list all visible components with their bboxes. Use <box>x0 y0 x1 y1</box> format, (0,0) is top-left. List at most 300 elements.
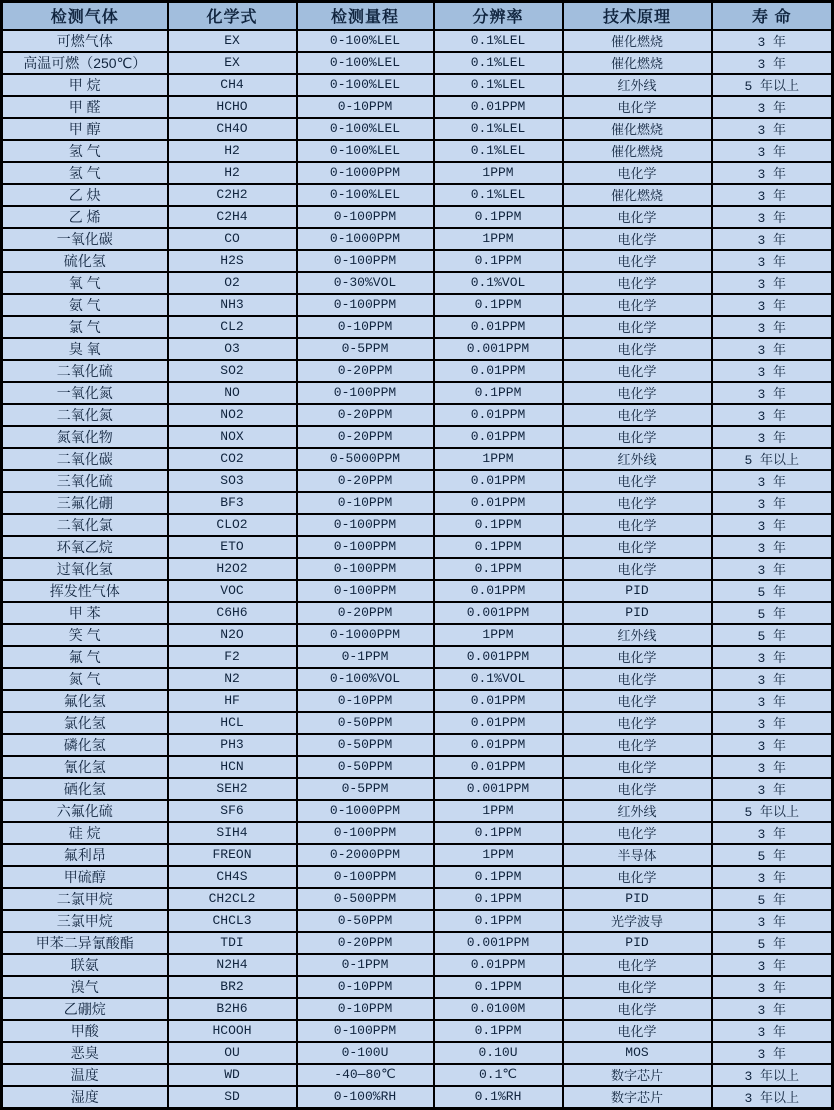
table-cell: 3 年 <box>712 492 833 514</box>
table-cell: 0-1000PPM <box>297 800 434 822</box>
table-cell: 3 年 <box>712 668 833 690</box>
table-row <box>2 140 833 162</box>
table-cell: PH3 <box>168 734 297 756</box>
table-cell: 红外线 <box>563 624 712 646</box>
table-cell: 1PPM <box>434 844 563 866</box>
table-cell: 红外线 <box>563 448 712 470</box>
table-row <box>2 404 833 426</box>
table-cell: 3 年 <box>712 404 833 426</box>
table-cell: 0-20PPM <box>297 470 434 492</box>
table-cell: 1PPM <box>434 800 563 822</box>
table-cell: HF <box>168 690 297 712</box>
table-cell: 二氧化碳 <box>2 448 168 470</box>
table-cell: 高温可燃（250℃） <box>2 52 168 74</box>
table-cell: 乙 炔 <box>2 184 168 206</box>
table-cell: 0.1PPM <box>434 1020 563 1042</box>
table-cell: 红外线 <box>563 800 712 822</box>
table-cell: 3 年 <box>712 360 833 382</box>
table-cell: 3 年 <box>712 536 833 558</box>
table-cell: 0-100%LEL <box>297 52 434 74</box>
table-cell: EX <box>168 30 297 52</box>
table-cell: 0-100PPM <box>297 206 434 228</box>
table-row <box>2 228 833 250</box>
table-cell: 0-20PPM <box>297 404 434 426</box>
table-cell: 三氟化硼 <box>2 492 168 514</box>
table-cell: 0-20PPM <box>297 602 434 624</box>
table-cell: 电化学 <box>563 492 712 514</box>
table-cell: 0-100%VOL <box>297 668 434 690</box>
table-cell: CLO2 <box>168 514 297 536</box>
table-row <box>2 492 833 514</box>
table-cell: PID <box>563 932 712 954</box>
table-cell: 氟 气 <box>2 646 168 668</box>
table-cell: 电化学 <box>563 558 712 580</box>
table-cell: NO <box>168 382 297 404</box>
table-cell: 0-500PPM <box>297 888 434 910</box>
table-cell: 硫化氢 <box>2 250 168 272</box>
table-cell: 溴气 <box>2 976 168 998</box>
table-cell: 0-10PPM <box>297 96 434 118</box>
table-cell: 3 年 <box>712 250 833 272</box>
table-cell: 0-50PPM <box>297 910 434 932</box>
table-cell: 3 年 <box>712 954 833 976</box>
table-cell: 氯 气 <box>2 316 168 338</box>
table-cell: 0.1PPM <box>434 382 563 404</box>
table-row <box>2 514 833 536</box>
table-cell: HCN <box>168 756 297 778</box>
table-cell: 温度 <box>2 1064 168 1086</box>
table-cell: 1PPM <box>434 448 563 470</box>
table-cell: 臭 氧 <box>2 338 168 360</box>
table-cell: 0.001PPM <box>434 602 563 624</box>
table-cell: 0-100%RH <box>297 1086 434 1109</box>
table-cell: 0.1PPM <box>434 866 563 888</box>
table-cell: 电化学 <box>563 338 712 360</box>
table-row <box>2 426 833 448</box>
table-cell: 0.1PPM <box>434 536 563 558</box>
table-cell: 0.01PPM <box>434 492 563 514</box>
table-cell: 0-50PPM <box>297 756 434 778</box>
table-cell: 0-1PPM <box>297 646 434 668</box>
table-cell: 催化燃烧 <box>563 30 712 52</box>
table-cell: CHCL3 <box>168 910 297 932</box>
table-cell: CO <box>168 228 297 250</box>
table-cell: SF6 <box>168 800 297 822</box>
table-cell: 数字芯片 <box>563 1064 712 1086</box>
table-cell: 光学波导 <box>563 910 712 932</box>
table-cell: 5 年 <box>712 624 833 646</box>
table-cell: 二氧化氮 <box>2 404 168 426</box>
table-row <box>2 580 833 602</box>
table-cell: 5 年 <box>712 932 833 954</box>
table-cell: 1PPM <box>434 162 563 184</box>
table-row <box>2 184 833 206</box>
table-row <box>2 976 833 998</box>
table-cell: F2 <box>168 646 297 668</box>
table-cell: 恶臭 <box>2 1042 168 1064</box>
table-body <box>2 30 833 1109</box>
table-cell: 电化学 <box>563 756 712 778</box>
table-cell: 0-100PPM <box>297 382 434 404</box>
table-cell: 3 年 <box>712 162 833 184</box>
table-cell: 乙 烯 <box>2 206 168 228</box>
table-cell: 0-100U <box>297 1042 434 1064</box>
table-cell: 六氟化硫 <box>2 800 168 822</box>
table-cell: -40—80℃ <box>297 1064 434 1086</box>
table-row <box>2 866 833 888</box>
table-cell: 5 年 <box>712 580 833 602</box>
table-cell: HCOOH <box>168 1020 297 1042</box>
table-cell: 0-2000PPM <box>297 844 434 866</box>
table-cell: 0-100PPM <box>297 558 434 580</box>
table-cell: 0-100PPM <box>297 536 434 558</box>
table-cell: NO2 <box>168 404 297 426</box>
table-cell: C2H2 <box>168 184 297 206</box>
table-cell: 电化学 <box>563 976 712 998</box>
table-cell: 5 年 <box>712 844 833 866</box>
table-cell: 0.001PPM <box>434 338 563 360</box>
table-cell: 一氧化碳 <box>2 228 168 250</box>
table-cell: 环氧乙烷 <box>2 536 168 558</box>
table-cell: 0-10PPM <box>297 998 434 1020</box>
table-header-row <box>2 2 833 30</box>
table-cell: 0.01PPM <box>434 954 563 976</box>
table-row <box>2 272 833 294</box>
table-cell: 0.1PPM <box>434 888 563 910</box>
table-cell: 0.1%VOL <box>434 272 563 294</box>
table-cell: NOX <box>168 426 297 448</box>
table-cell: 0-100%LEL <box>297 140 434 162</box>
table-row <box>2 96 833 118</box>
table-cell: 电化学 <box>563 668 712 690</box>
table-cell: 二氧化硫 <box>2 360 168 382</box>
table-row <box>2 734 833 756</box>
table-cell: O3 <box>168 338 297 360</box>
table-cell: 3 年 <box>712 756 833 778</box>
table-cell: 甲 醇 <box>2 118 168 140</box>
table-cell: 0-1PPM <box>297 954 434 976</box>
table-row <box>2 162 833 184</box>
table-cell: SIH4 <box>168 822 297 844</box>
table-row <box>2 998 833 1020</box>
table-cell: B2H6 <box>168 998 297 1020</box>
table-cell: 0.1%LEL <box>434 184 563 206</box>
table-cell: N2H4 <box>168 954 297 976</box>
column-header: 技术原理 <box>563 2 712 30</box>
table-cell: 电化学 <box>563 690 712 712</box>
table-cell: PID <box>563 602 712 624</box>
table-cell: 红外线 <box>563 74 712 96</box>
table-cell: 0-5PPM <box>297 338 434 360</box>
table-row <box>2 470 833 492</box>
table-cell: 3 年 <box>712 426 833 448</box>
table-row <box>2 778 833 800</box>
table-cell: 0.1PPM <box>434 294 563 316</box>
table-cell: 电化学 <box>563 228 712 250</box>
table-cell: 0.1PPM <box>434 910 563 932</box>
table-cell: C2H4 <box>168 206 297 228</box>
table-cell: 3 年 <box>712 822 833 844</box>
table-cell: 3 年 <box>712 646 833 668</box>
table-cell: 0.1PPM <box>434 558 563 580</box>
table-row <box>2 646 833 668</box>
table-cell: 3 年 <box>712 338 833 360</box>
table-cell: 氢 气 <box>2 162 168 184</box>
table-cell: 电化学 <box>563 712 712 734</box>
table-cell: 硒化氢 <box>2 778 168 800</box>
table-cell: WD <box>168 1064 297 1086</box>
table-cell: 0-20PPM <box>297 360 434 382</box>
table-cell: SO3 <box>168 470 297 492</box>
table-row <box>2 800 833 822</box>
table-cell: CL2 <box>168 316 297 338</box>
table-cell: 3 年 <box>712 30 833 52</box>
table-row <box>2 74 833 96</box>
table-cell: 催化燃烧 <box>563 184 712 206</box>
table-cell: NH3 <box>168 294 297 316</box>
table-row <box>2 932 833 954</box>
table-cell: 电化学 <box>563 382 712 404</box>
table-row <box>2 338 833 360</box>
table-cell: CH2CL2 <box>168 888 297 910</box>
table-cell: 0.01PPM <box>434 734 563 756</box>
table-cell: 5 年以上 <box>712 74 833 96</box>
table-cell: 甲苯二异氰酸酯 <box>2 932 168 954</box>
table-row <box>2 30 833 52</box>
table-cell: 3 年 <box>712 998 833 1020</box>
table-cell: 0.1PPM <box>434 206 563 228</box>
table-cell: 氢 气 <box>2 140 168 162</box>
column-header: 检测气体 <box>2 2 168 30</box>
table-cell: N2 <box>168 668 297 690</box>
table-cell: 电化学 <box>563 778 712 800</box>
table-row <box>2 954 833 976</box>
table-cell: 3 年 <box>712 778 833 800</box>
table-cell: 电化学 <box>563 404 712 426</box>
table-cell: 氯化氢 <box>2 712 168 734</box>
table-cell: 0-100PPM <box>297 514 434 536</box>
table-cell: PID <box>563 580 712 602</box>
table-cell: 0-1000PPM <box>297 624 434 646</box>
table-cell: 氨 气 <box>2 294 168 316</box>
table-cell: 0-100PPM <box>297 822 434 844</box>
table-cell: O2 <box>168 272 297 294</box>
table-cell: 3 年 <box>712 316 833 338</box>
table-cell: 3 年 <box>712 690 833 712</box>
table-row <box>2 316 833 338</box>
table-cell: 电化学 <box>563 866 712 888</box>
table-cell: 电化学 <box>563 426 712 448</box>
table-cell: 3 年 <box>712 294 833 316</box>
table-cell: HCL <box>168 712 297 734</box>
table-row <box>2 118 833 140</box>
table-cell: 二氯甲烷 <box>2 888 168 910</box>
table-row <box>2 624 833 646</box>
table-cell: 电化学 <box>563 206 712 228</box>
table-cell: 0-100PPM <box>297 294 434 316</box>
table-cell: 3 年 <box>712 118 833 140</box>
table-cell: 电化学 <box>563 998 712 1020</box>
table-cell: 甲 醛 <box>2 96 168 118</box>
table-cell: 0.1%VOL <box>434 668 563 690</box>
table-cell: 0-100%LEL <box>297 118 434 140</box>
table-cell: 0-100%LEL <box>297 74 434 96</box>
table-cell: 0.01PPM <box>434 690 563 712</box>
table-row <box>2 668 833 690</box>
table-cell: 氟化氢 <box>2 690 168 712</box>
table-cell: C6H6 <box>168 602 297 624</box>
table-cell: 0.01PPM <box>434 712 563 734</box>
column-header: 检测量程 <box>297 2 434 30</box>
table-cell: 3 年 <box>712 206 833 228</box>
table-cell: 0.01PPM <box>434 756 563 778</box>
table-cell: 联氨 <box>2 954 168 976</box>
table-cell: 0.1%LEL <box>434 118 563 140</box>
table-cell: 电化学 <box>563 646 712 668</box>
table-cell: 0.10U <box>434 1042 563 1064</box>
table-cell: 二氧化氯 <box>2 514 168 536</box>
table-row <box>2 756 833 778</box>
table-cell: OU <box>168 1042 297 1064</box>
table-cell: 3 年 <box>712 228 833 250</box>
table-row <box>2 360 833 382</box>
table-cell: 0-10PPM <box>297 690 434 712</box>
table-cell: 3 年 <box>712 382 833 404</box>
table-row <box>2 294 833 316</box>
table-cell: 3 年 <box>712 976 833 998</box>
table-cell: 甲 烷 <box>2 74 168 96</box>
table-cell: H2 <box>168 140 297 162</box>
table-cell: 0.1%RH <box>434 1086 563 1109</box>
table-cell: 甲 苯 <box>2 602 168 624</box>
table-row <box>2 52 833 74</box>
table-cell: 0-50PPM <box>297 734 434 756</box>
table-row <box>2 448 833 470</box>
table-cell: 三氧化硫 <box>2 470 168 492</box>
table-cell: 催化燃烧 <box>563 52 712 74</box>
table-row <box>2 1042 833 1064</box>
table-cell: SEH2 <box>168 778 297 800</box>
table-header <box>2 2 833 30</box>
table-cell: 3 年 <box>712 866 833 888</box>
table-row <box>2 822 833 844</box>
table-cell: 3 年 <box>712 734 833 756</box>
table-cell: 0-1000PPM <box>297 162 434 184</box>
table-cell: 氟利昂 <box>2 844 168 866</box>
table-cell: 乙硼烷 <box>2 998 168 1020</box>
table-row <box>2 558 833 580</box>
table-cell: 0-30%VOL <box>297 272 434 294</box>
table-row <box>2 910 833 932</box>
table-cell: 氧 气 <box>2 272 168 294</box>
table-cell: 3 年 <box>712 514 833 536</box>
table-cell: 数字芯片 <box>563 1086 712 1109</box>
table-cell: 0.1%LEL <box>434 52 563 74</box>
table-cell: 3 年 <box>712 52 833 74</box>
table-cell: 0-10PPM <box>297 316 434 338</box>
table-cell: H2O2 <box>168 558 297 580</box>
column-header: 化学式 <box>168 2 297 30</box>
table-cell: 0.001PPM <box>434 646 563 668</box>
table-cell: 0-100PPM <box>297 866 434 888</box>
column-header: 寿 命 <box>712 2 833 30</box>
table-cell: 电化学 <box>563 272 712 294</box>
table-row <box>2 1064 833 1086</box>
table-cell: 3 年 <box>712 272 833 294</box>
table-cell: 0-100%LEL <box>297 30 434 52</box>
table-row <box>2 690 833 712</box>
table-cell: 电化学 <box>563 96 712 118</box>
table-cell: CH4O <box>168 118 297 140</box>
table-cell: 电化学 <box>563 360 712 382</box>
table-cell: 0.1PPM <box>434 976 563 998</box>
table-row <box>2 888 833 910</box>
table-cell: 3 年 <box>712 712 833 734</box>
table-cell: 0.01PPM <box>434 426 563 448</box>
table-cell: PID <box>563 888 712 910</box>
table-cell: H2 <box>168 162 297 184</box>
table-cell: SO2 <box>168 360 297 382</box>
table-cell: 0-20PPM <box>297 932 434 954</box>
table-cell: 3 年 <box>712 1020 833 1042</box>
table-cell: 0-5000PPM <box>297 448 434 470</box>
table-cell: 0.01PPM <box>434 96 563 118</box>
table-cell: 电化学 <box>563 294 712 316</box>
table-cell: 半导体 <box>563 844 712 866</box>
table-cell: 0-1000PPM <box>297 228 434 250</box>
table-cell: 0.001PPM <box>434 932 563 954</box>
table-cell: ETO <box>168 536 297 558</box>
table-cell: 5 年 <box>712 602 833 624</box>
table-row <box>2 1020 833 1042</box>
table-cell: CH4S <box>168 866 297 888</box>
table-cell: N2O <box>168 624 297 646</box>
table-cell: 湿度 <box>2 1086 168 1109</box>
table-cell: 0-5PPM <box>297 778 434 800</box>
table-cell: 0-100PPM <box>297 1020 434 1042</box>
table-cell: 磷化氢 <box>2 734 168 756</box>
table-cell: 3 年 <box>712 470 833 492</box>
table-cell: 0-50PPM <box>297 712 434 734</box>
table-row <box>2 602 833 624</box>
table-cell: 0-100%LEL <box>297 184 434 206</box>
table-cell: 挥发性气体 <box>2 580 168 602</box>
table-cell: 笑 气 <box>2 624 168 646</box>
table-cell: 一氧化氮 <box>2 382 168 404</box>
table-cell: 3 年以上 <box>712 1086 833 1109</box>
table-cell: 电化学 <box>563 316 712 338</box>
table-cell: CH4 <box>168 74 297 96</box>
table-cell: 3 年 <box>712 140 833 162</box>
table-cell: TDI <box>168 932 297 954</box>
table-cell: 电化学 <box>563 536 712 558</box>
table-cell: FREON <box>168 844 297 866</box>
table-cell: 电化学 <box>563 734 712 756</box>
table-cell: 氮氧化物 <box>2 426 168 448</box>
table-row <box>2 250 833 272</box>
table-cell: 0.0100M <box>434 998 563 1020</box>
table-cell: 0.01PPM <box>434 580 563 602</box>
table-row <box>2 382 833 404</box>
table-row <box>2 536 833 558</box>
table-cell: 0.01PPM <box>434 360 563 382</box>
table-cell: 0-100PPM <box>297 250 434 272</box>
table-cell: 0-20PPM <box>297 426 434 448</box>
table-cell: 5 年以上 <box>712 448 833 470</box>
table-cell: 电化学 <box>563 162 712 184</box>
table-cell: EX <box>168 52 297 74</box>
table-cell: H2S <box>168 250 297 272</box>
